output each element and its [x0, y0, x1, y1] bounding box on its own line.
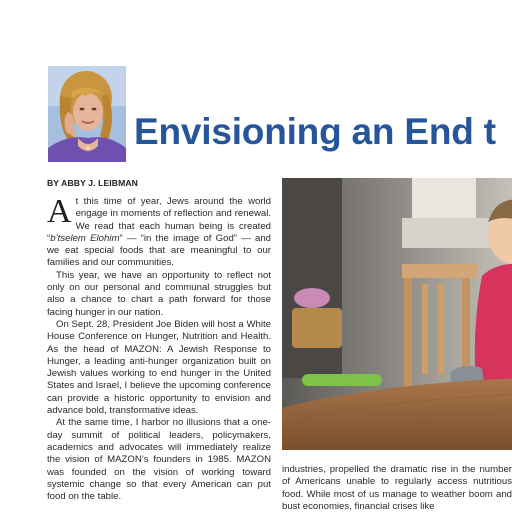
paragraph-1-end: ” — “in the image of God” — and we eat special foods that are meaningful to our families and our communities. — [47, 232, 272, 269]
paragraph-1 — [47, 193, 272, 270]
article-title: Envisioning an End t — [134, 111, 496, 152]
child-at-table-photo — [282, 178, 512, 450]
byline: BY ABBY J. LEIBMAN — [47, 178, 138, 188]
paragraph-4: At the same time, I harbor no illusions that a one-day summit of political leaders, policymakers, academics and advocates will immediately realize the vision of MAZON’s founders in 1985. MAZON was founded on the vision of working toward systemic change so that every American can put food on the table. — [47, 417, 271, 503]
article-body-left-column — [47, 193, 272, 503]
paragraph-1-start: t this time of year, Jews around the world engage in moments of reflection and renewal. We read that each human being is created “ — [47, 196, 271, 244]
paragraph-2: This year, we have an opportunity to reflect not only on our personal and communal struggles but also a chance to chart a path forward for those facing hunger in our nation. — [47, 269, 271, 318]
author-headshot — [48, 66, 126, 162]
drop-cap: A — [47, 193, 72, 230]
article-body-right-column: industries, propelled the dramatic rise in the number of Americans unable to regularly access nutritious food. While most of us manage to weather boom and bust economies, financial crises like — [282, 464, 512, 512]
paragraph-3: On Sept. 28, President Joe Biden will host a White House Conference on Hunger, Nutrition and Health. As the head of MAZON: A Jewish Response to Hunger, a leading anti-hunger organization built on Jewish values working to end hunger in the United States and Israel, I believe the upcoming conference can provide a historic opportunity to envision and advance bold, transformative ideas. — [47, 318, 271, 417]
paragraph-1-italic: b’tselem Elohim — [50, 232, 120, 244]
